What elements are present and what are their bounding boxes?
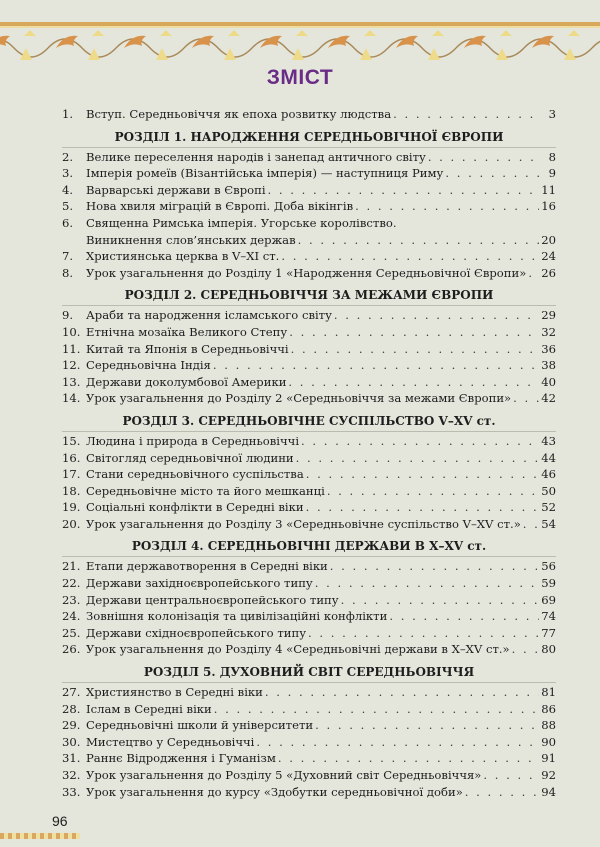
entry-page: 8 (548, 149, 556, 164)
entry-title: Урок узагальнення до Розділу 2 «Середньовіччя за межами Європи» (86, 391, 512, 406)
entry-page: 81 (541, 685, 556, 700)
toc-entry[interactable] (62, 149, 556, 166)
toc-entry[interactable] (62, 592, 556, 609)
entry-title: Християнство в Середні віки (86, 685, 263, 700)
entry-title: Урок узагальнення до Розділу 4 «Середньовічні держави в X–XV ст.» (86, 642, 510, 657)
entry-page: 43 (541, 433, 556, 448)
toc-entry[interactable] (62, 307, 556, 324)
entry-title: Християнська церква в V–XI ст. (86, 249, 280, 264)
entry-title: Світогляд середньовічної людини (86, 450, 294, 465)
entry-page: 24 (541, 249, 556, 264)
leader-dots (315, 575, 539, 592)
entry-title: Урок узагальнення до Розділу 5 «Духовний світ Середньовіччя» (86, 768, 482, 782)
leader-dots (296, 450, 540, 467)
toc-entry[interactable] (62, 784, 556, 801)
entry-number: 9. (62, 308, 74, 323)
page-title: ЗМІСТ (266, 66, 334, 89)
entry-page: 77 (541, 625, 556, 640)
entry-page: 50 (541, 483, 556, 498)
entry-number: 32. (62, 768, 81, 782)
toc-entry[interactable] (62, 106, 556, 123)
entry-number: 2. (62, 149, 74, 164)
entry-page: 32 (541, 324, 556, 339)
entry-number: 7. (62, 249, 74, 264)
entry-number: 33. (62, 784, 81, 799)
toc-entry[interactable] (62, 684, 556, 701)
entry-number: 22. (62, 576, 81, 591)
entry-title: Імперія ромеїв (Візантійська імперія) — наступниця Риму (86, 166, 444, 181)
toc-entry[interactable] (62, 499, 556, 516)
toc-entry[interactable] (62, 701, 556, 718)
entry-page: 26 (541, 265, 556, 280)
entry-page: 90 (541, 734, 556, 749)
leader-dots (306, 499, 540, 516)
entry-page: 74 (541, 609, 556, 624)
entry-title: Урок узагальнення до Розділу 3 «Середньовічне суспільство V–XV ст.» (86, 516, 521, 531)
entry-title: Держави центральноєвропейського типу (86, 592, 339, 607)
ornament-border (0, 22, 600, 64)
leader-dots (265, 684, 539, 701)
entry-number: 23. (62, 592, 81, 607)
entry-page: 91 (541, 751, 556, 766)
leader-dots (298, 232, 540, 249)
toc-entry[interactable] (62, 608, 556, 625)
leader-dots (528, 265, 539, 282)
entry-number: 28. (62, 701, 81, 716)
entry-title: Мистецтво у Середньовіччі (86, 734, 255, 749)
section-heading: РОЗДІЛ 4. СЕРЕДНЬОВІЧНІ ДЕРЖАВИ В X–XV ст. (62, 537, 556, 557)
entry-number: 20. (62, 516, 81, 531)
leader-dots (268, 182, 540, 199)
leader-dots (513, 390, 539, 407)
entry-title: Етапи державотворення в Середні віки (86, 559, 328, 574)
entry-page: 42 (541, 391, 556, 406)
leader-dots (483, 767, 539, 784)
entry-page: 44 (541, 450, 556, 465)
entry-number: 27. (62, 685, 81, 700)
leader-dots (289, 324, 539, 341)
entry-number: 6. (62, 215, 74, 230)
entry-page: 56 (541, 559, 556, 574)
table-of-contents (62, 106, 556, 800)
entry-number: 29. (62, 718, 81, 733)
section-heading: РОЗДІЛ 2. СЕРЕДНЬОВІЧЧЯ ЗА МЕЖАМИ ЄВРОПИ (62, 286, 556, 306)
leader-dots (523, 516, 539, 533)
entry-page: 94 (541, 784, 556, 799)
leader-dots (213, 357, 539, 374)
entry-number: 13. (62, 374, 81, 389)
entry-title: Держави західноєвропейського типу (86, 576, 313, 591)
entry-title: Вступ. Середньовіччя як епоха розвитку людства (86, 107, 392, 121)
toc-entry[interactable] (62, 182, 556, 199)
leader-dots (334, 307, 539, 324)
entry-page: 9 (548, 166, 556, 181)
section-heading: РОЗДІЛ 1. НАРОДЖЕННЯ СЕРЕДНЬОВІЧНОЇ ЄВРОПИ (62, 128, 556, 148)
entry-page: 52 (541, 500, 556, 515)
toc-entry[interactable] (62, 215, 556, 232)
bottom-ornament (0, 833, 80, 839)
entry-number: 30. (62, 734, 81, 749)
entry-page: 11 (541, 182, 556, 197)
entry-title: Іслам в Середні віки (86, 701, 212, 716)
toc-entry[interactable] (62, 641, 556, 658)
entry-page: 38 (541, 358, 556, 373)
leader-dots (301, 433, 539, 450)
entry-title: Китай та Японія в Середньовіччі (86, 341, 289, 356)
entry-title: Урок узагальнення до курсу «Здобутки середньовічної доби» (86, 784, 463, 799)
entry-number: 14. (62, 391, 81, 406)
leader-dots (355, 198, 539, 215)
leader-dots (445, 165, 540, 182)
leader-dots (330, 558, 539, 575)
entry-number: 8. (62, 265, 74, 280)
leader-dots (315, 717, 539, 734)
leader-dots (512, 641, 540, 658)
toc-entry[interactable] (62, 265, 556, 282)
toc-entry[interactable] (62, 248, 556, 265)
entry-number: 16. (62, 450, 81, 465)
entry-title: Держави східноєвропейського типу (86, 625, 307, 640)
entry-number: 12. (62, 358, 81, 373)
toc-entry[interactable] (62, 324, 556, 341)
leader-dots (214, 701, 539, 718)
entry-title: Соціальні конфлікти в Середні віки (86, 500, 304, 515)
entry-title: Священна Римська імперія. Угорське королівство. (86, 215, 397, 230)
entry-number: 1. (62, 107, 74, 121)
leader-dots (308, 625, 539, 642)
entry-number: 31. (62, 751, 81, 766)
leader-dots (428, 149, 540, 166)
page-number: 96 (52, 813, 68, 829)
toc-entry[interactable] (62, 357, 556, 374)
entry-number: 10. (62, 324, 81, 339)
entry-number: 19. (62, 500, 81, 515)
toc-entry-continued[interactable] (62, 232, 556, 249)
toc-entry[interactable] (62, 750, 556, 767)
entry-title: Стани середньовічного суспільства (86, 467, 304, 482)
entry-page: 69 (541, 592, 556, 607)
entry-number: 21. (62, 559, 81, 574)
leader-dots (465, 784, 539, 801)
entry-page: 88 (541, 718, 556, 733)
leader-dots (327, 483, 539, 500)
entry-title: Урок узагальнення до Розділу 1 «Народження Середньовічної Європи» (86, 265, 527, 280)
entry-page: 29 (541, 308, 556, 323)
entry-number: 26. (62, 642, 81, 657)
entry-title: Середньовічна Індія (86, 358, 211, 373)
entry-page: 46 (541, 467, 556, 482)
toc-entry[interactable] (62, 466, 556, 483)
entry-page: 20 (541, 232, 556, 247)
entry-page: 40 (541, 374, 556, 389)
entry-title: Середньовічне місто та його мешканці (86, 483, 325, 498)
entry-page: 59 (541, 576, 556, 591)
entry-number: 4. (62, 182, 74, 197)
toc-entry[interactable] (62, 450, 556, 467)
entry-number: 15. (62, 433, 81, 448)
entry-page: 80 (541, 642, 556, 657)
toc-entry[interactable] (62, 198, 556, 215)
leader-dots (256, 734, 539, 751)
toc-entry[interactable] (62, 717, 556, 734)
section-heading: РОЗДІЛ 5. ДУХОВНИЙ СВІТ СЕРЕДНЬОВІЧЧЯ (62, 663, 556, 683)
toc-entry[interactable] (62, 165, 556, 182)
entry-title: Держави доколумбової Америки (86, 374, 287, 389)
entry-number: 24. (62, 609, 81, 624)
entry-title-continued: Виникнення слов’янських держав (86, 232, 296, 247)
entry-number: 3. (62, 166, 74, 181)
leader-dots (306, 466, 539, 483)
entry-title: Середньовічні школи й університети (86, 718, 314, 733)
leader-dots (278, 750, 539, 767)
entry-page: 92 (541, 768, 556, 782)
entry-title: Раннє Відродження і Гуманізм (86, 751, 276, 766)
toc-entry[interactable] (62, 625, 556, 642)
toc-entry[interactable] (62, 483, 556, 500)
entry-page: 86 (541, 701, 556, 716)
leader-dots (288, 374, 539, 391)
entry-title: Араби та народження ісламського світу (86, 308, 332, 323)
toc-entry[interactable] (62, 734, 556, 751)
entry-number: 18. (62, 483, 81, 498)
entry-page: 3 (548, 107, 556, 121)
entry-title: Велике переселення народів і занепад античного світу (86, 149, 426, 164)
entry-title: Нова хвиля міграцій в Європі. Доба вікінгів (86, 199, 354, 214)
entry-number: 5. (62, 199, 74, 214)
toc-entry[interactable] (62, 767, 556, 784)
toc-entry[interactable] (62, 558, 556, 575)
leader-dots (341, 592, 540, 609)
entry-page: 54 (541, 516, 556, 531)
toc-entry[interactable] (62, 390, 556, 407)
entry-title: Людина і природа в Середньовіччі (86, 433, 300, 448)
section-heading: РОЗДІЛ 3. СЕРЕДНЬОВІЧНЕ СУСПІЛЬСТВО V–XV ст. (62, 412, 556, 432)
toc-entry[interactable] (62, 341, 556, 358)
leader-dots (281, 248, 539, 265)
leader-dots (389, 608, 539, 625)
entry-title: Варварські держави в Європі (86, 182, 266, 197)
entry-page: 16 (541, 199, 556, 214)
entry-title: Етнічна мозаїка Великого Степу (86, 324, 288, 339)
entry-title: Зовнішня колонізація та цивілізаційні конфлікти (86, 609, 388, 624)
toc-entry[interactable] (62, 374, 556, 391)
leader-dots (393, 106, 540, 123)
entry-number: 25. (62, 625, 81, 640)
entry-number: 11. (62, 341, 81, 356)
entry-number: 17. (62, 467, 81, 482)
toc-entry[interactable] (62, 575, 556, 592)
toc-entry[interactable] (62, 516, 556, 533)
leader-dots (291, 341, 540, 358)
entry-page: 36 (541, 341, 556, 356)
toc-entry[interactable] (62, 433, 556, 450)
